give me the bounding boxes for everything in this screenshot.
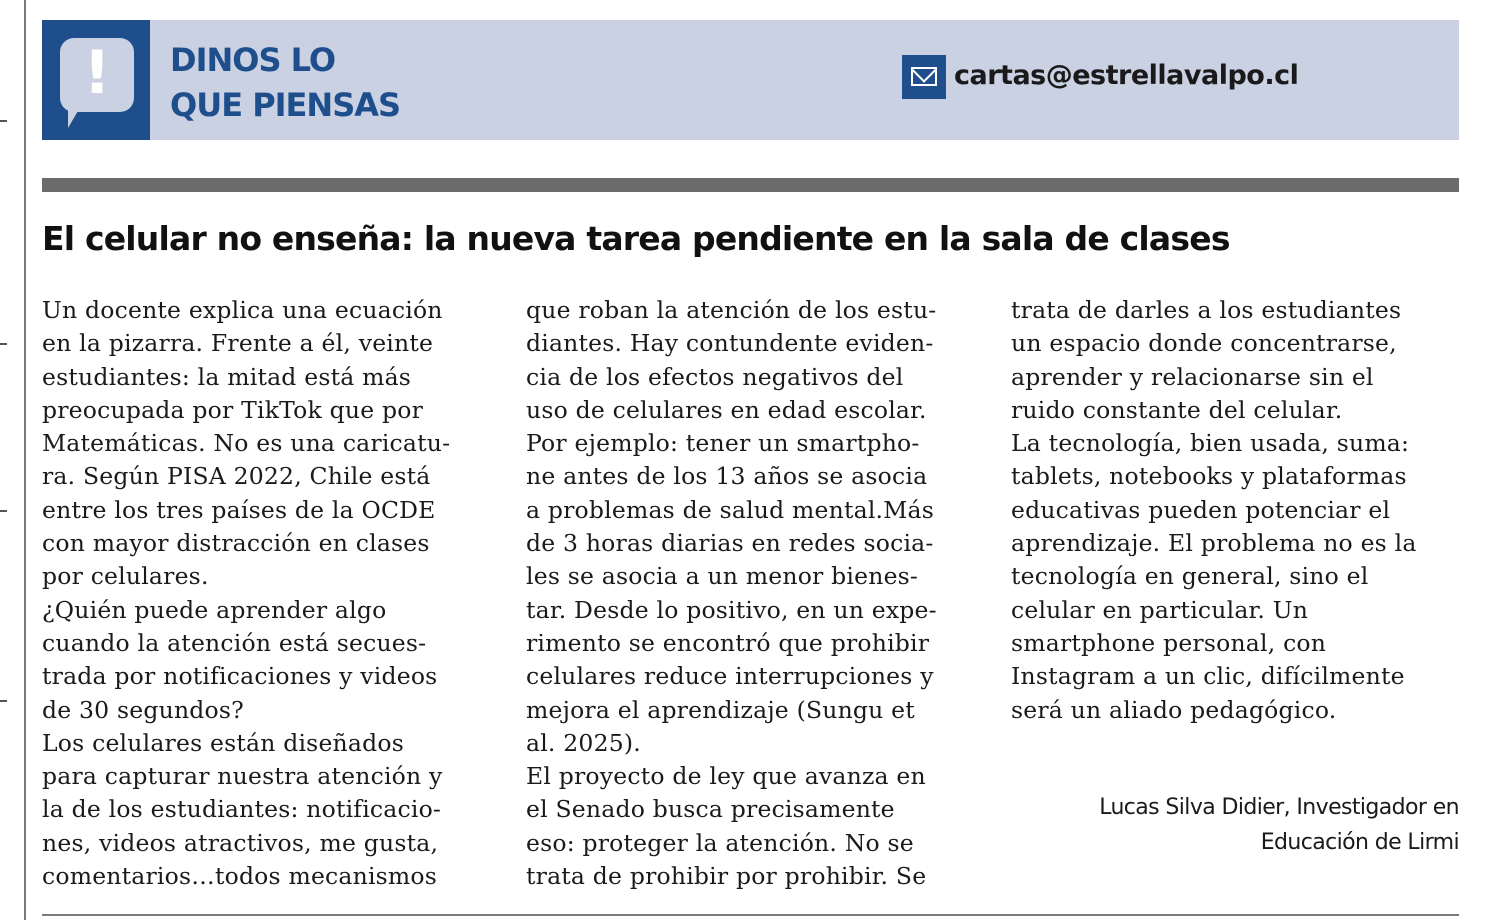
article-text-line: trata de darles a los estudiantes — [1011, 296, 1402, 324]
article-text-line: Los celulares están diseñados — [42, 728, 404, 757]
article-text-line: El proyecto de ley que avanza en — [526, 762, 926, 791]
article-text-line: con mayor distracción en clases — [42, 529, 430, 558]
article-text-line: mejora el aprendizaje (Sungu et — [526, 695, 915, 724]
article-text-line: al. 2025). — [526, 728, 641, 757]
article-text-line: en la pizarra. Frente a él, veinte — [42, 329, 434, 358]
article-text-line: estudiantes: la mitad está más — [42, 362, 412, 391]
article-headline: El celular no enseña: la nueva tarea pendiente en la sala de clases — [42, 219, 1230, 258]
exclamation-icon: ! — [83, 38, 111, 108]
article-text-line: aprender y relacionarse sin el — [1011, 362, 1374, 391]
article-column-2 — [526, 294, 976, 893]
signature-line: Lucas Silva Didier, Investigador en — [1099, 795, 1459, 820]
article-text-line: celulares reduce interrupciones y — [526, 662, 934, 691]
article-text-line: celular en particular. Un — [1011, 595, 1309, 624]
article-text-line: será un aliado pedagógico. — [1011, 695, 1337, 724]
margin-tick — [0, 120, 7, 122]
article-text-line: uso de celulares en edad escolar. — [526, 395, 927, 424]
article-text-line: eso: proteger la atención. No se — [526, 828, 914, 857]
article-text-line: preocupada por TikTok que por — [42, 395, 424, 424]
article-text-line: comentarios…todos mecanismos — [42, 862, 438, 891]
article-text-line: Matemáticas. No es una caricatu- — [42, 429, 451, 458]
article-text-line: nes, videos atractivos, me gusta, — [42, 828, 439, 857]
article-text-line: ruido constante del celular. — [1011, 395, 1343, 424]
article-text-line: Instagram a un clic, difícilmente — [1011, 662, 1405, 691]
article-text-line: tablets, notebooks y plataformas — [1011, 462, 1407, 491]
article-text-line: cia de los efectos negativos del — [526, 362, 904, 391]
article-text-line: a problemas de salud mental.Más — [526, 495, 934, 524]
article-text-line: por celulares. — [42, 562, 209, 591]
section-badge — [42, 20, 150, 140]
article-text-line: La tecnología, bien usada, suma: — [1011, 429, 1410, 458]
margin-tick — [0, 510, 7, 512]
section-divider — [42, 178, 1459, 192]
article-text-line: la de los estudiantes: notificacio- — [42, 795, 442, 824]
article-text-line: para capturar nuestra atención y — [42, 762, 443, 791]
author-signature — [1099, 790, 1459, 860]
article-text-line: tecnología en general, sino el — [1011, 562, 1369, 591]
article-text-line: les se asocia a un menor bienes- — [526, 562, 919, 591]
article-text-line: cuando la atención está secues- — [42, 628, 427, 657]
article-column-3 — [1011, 294, 1459, 727]
article-text-line: Por ejemplo: tener un smartpho- — [526, 429, 920, 458]
margin-tick — [0, 700, 7, 702]
article-text-line: smartphone personal, con — [1011, 628, 1327, 657]
bottom-divider — [42, 914, 1459, 916]
section-header — [42, 20, 1459, 140]
article-text-line: de 3 horas diarias en redes socia- — [526, 529, 934, 558]
margin-tick — [0, 343, 7, 345]
article-text-line: un espacio donde concentrarse, — [1011, 329, 1397, 358]
signature-line: Educación de Lirmi — [1260, 830, 1459, 855]
article-text-line: diantes. Hay contundente eviden- — [526, 329, 934, 358]
article-text-line: entre los tres países de la OCDE — [42, 495, 436, 524]
article-text-line: educativas pueden potenciar el — [1011, 495, 1391, 524]
article-text-line: rimento se encontró que prohibir — [526, 628, 930, 657]
section-title-line: DINOS LO — [170, 41, 336, 79]
article-text-line: de 30 segundos? — [42, 695, 244, 724]
article-text-line: ra. Según PISA 2022, Chile está — [42, 462, 431, 491]
article-text-line: ne antes de los 13 años se asocia — [526, 462, 928, 491]
article-text-line: ¿Quién puede aprender algo — [42, 595, 387, 624]
page-margin-rule — [24, 0, 26, 920]
section-title-line: QUE PIENSAS — [170, 86, 401, 124]
article-text-line: trata de prohibir por prohibir. Se — [526, 862, 927, 891]
article-text-line: Un docente explica una ecuación — [42, 296, 443, 324]
article-text-line: trada por notificaciones y videos — [42, 662, 438, 691]
envelope-icon — [902, 55, 946, 99]
article-text-line: tar. Desde lo positivo, en un expe- — [526, 595, 937, 624]
article-text-line: aprendizaje. El problema no es la — [1011, 529, 1417, 558]
section-title — [170, 38, 400, 128]
article-text-line: que roban la atención de los estu- — [526, 296, 937, 324]
article-column-1 — [42, 294, 487, 893]
contact-email[interactable]: cartas@estrellavalpo.cl — [954, 60, 1299, 91]
article-text-line: el Senado busca precisamente — [526, 795, 895, 824]
